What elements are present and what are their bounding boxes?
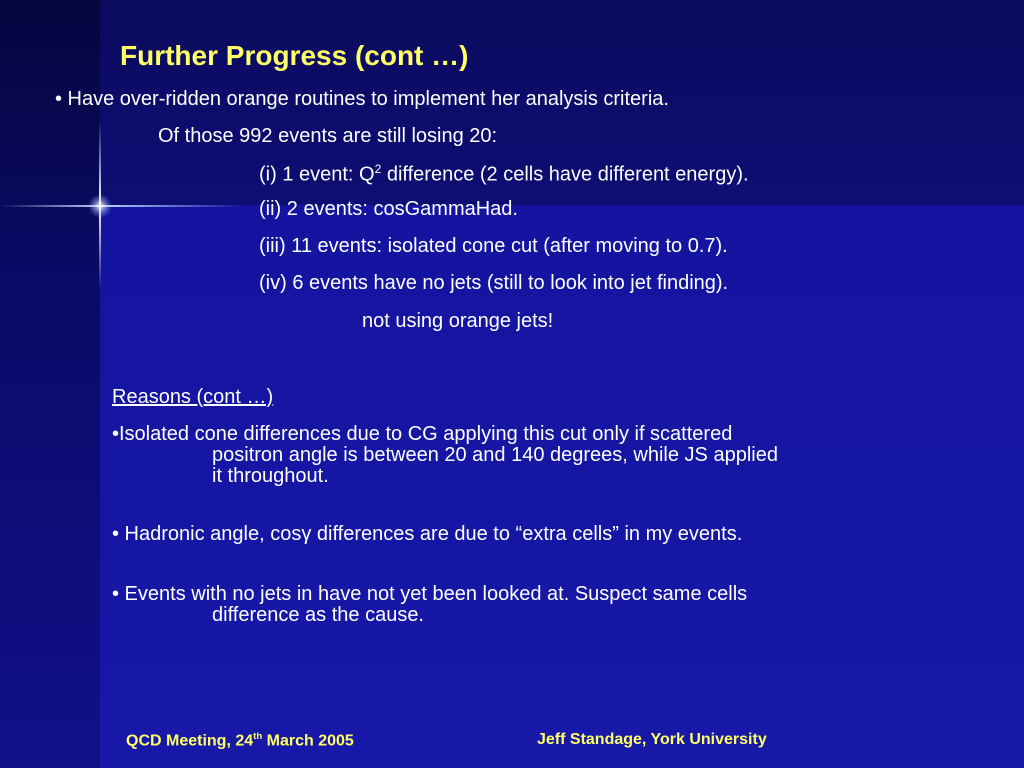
line-item-i-pre: (i) 1 event: Q [259, 163, 375, 186]
line-item-ii: (ii) 2 events: cosGammaHad. [259, 198, 518, 220]
reason-isolated-cone [112, 424, 942, 487]
line-events-losing: Of those 992 events are still losing 20: [158, 125, 498, 147]
bullet-overridden-routines: • Have over-ridden orange routines to implement her analysis criteria. [55, 88, 669, 110]
star-flare-glow [88, 194, 112, 218]
reason-no-jets [112, 584, 942, 626]
reason-no-jets-line-1: • Events with no jets in have not yet been looked at. Suspect same cells [112, 583, 748, 605]
footer-meeting-pre: QCD Meeting, 24 [126, 732, 254, 750]
reason-isolated-cone-line-1: •Isolated cone differences due to CG applying this cut only if scattered [112, 423, 733, 445]
line-not-using-orange-jets: not using orange jets! [362, 310, 554, 332]
background-left-panel [0, 0, 100, 768]
line-item-iii: (iii) 11 events: isolated cone cut (after moving to 0.7). [259, 235, 728, 257]
star-flare-horizontal [0, 205, 240, 207]
reason-isolated-cone-line-3: it throughout. [212, 465, 329, 487]
line-item-i-superscript: 2 [374, 162, 382, 176]
reasons-heading: Reasons (cont …) [112, 386, 274, 408]
footer-meeting-superscript: th [253, 731, 263, 742]
slide-title: Further Progress (cont …) [120, 40, 469, 71]
line-item-iv: (iv) 6 events have no jets (still to look into jet finding). [259, 272, 729, 294]
reason-isolated-cone-line-2: positron angle is between 20 and 140 degrees, while JS applied [212, 444, 778, 466]
footer-meeting-post: March 2005 [262, 732, 354, 750]
reason-no-jets-line-2: difference as the cause. [212, 604, 424, 626]
line-item-i [259, 162, 749, 187]
reason-hadronic-angle: • Hadronic angle, cosγ differences are due to “extra cells” in my events. [112, 523, 743, 545]
line-item-i-post: difference (2 cells have different energy). [381, 163, 749, 186]
footer-meeting [126, 731, 354, 750]
footer-author: Jeff Standage, York University [537, 731, 767, 748]
